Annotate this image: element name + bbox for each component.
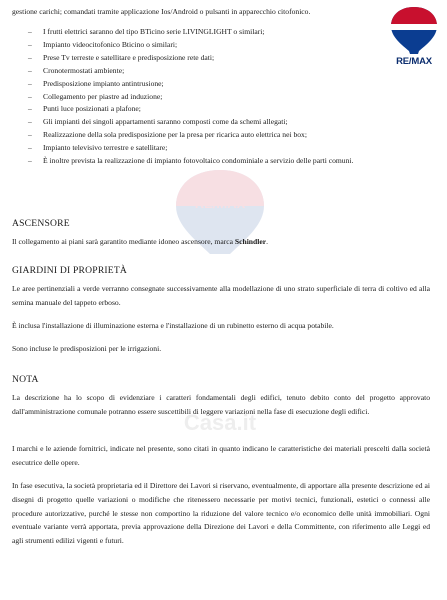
list-item: – Gli impianti dei singoli appartamenti saranno composti come da schemi allegati; (28, 116, 398, 129)
nota-paragraph: I marchi e le aziende fornitrici, indicate nel presente, sono citati in quanto indicano le caratteristiche dei materiali prescelti dalla società esecutrice delle opere. (12, 444, 430, 467)
features-list (28, 26, 398, 168)
list-item: – Prese Tv terreste e satellitare e predisposizione rete dati; (28, 52, 398, 65)
list-item: – Impianto videocitofonico Bticino o similari; (28, 39, 398, 52)
nota-paragraph: La descrizione ha lo scopo di evidenziare i caratteri fondamentali degli edifici, tenuto debito conto del progetto approvato dall'amministrazione comunale potranno essere suscettibili di leggere variazioni nella fase di esecuzione degli edifici. (12, 393, 430, 416)
list-item: – Collegamento per piastre ad induzione; (28, 91, 398, 104)
section-title-nota: NOTA (12, 374, 39, 385)
casa-watermark: Casa.it (183, 410, 257, 435)
list-item: – Impianto televisivo terrestre e satellitare; (28, 142, 398, 155)
list-item: – I frutti elettrici saranno del tipo BTicino serie LIVINGLIGHT o similari; (28, 26, 398, 39)
logo-brand-text: RE/MAX (396, 56, 432, 67)
ascensore-brand: Schindler (234, 237, 267, 246)
list-item: – Realizzazione della sola predisposizione per la presa per ricarica auto elettrica nei box; (28, 129, 398, 142)
giardini-paragraph: Sono incluse le predisposizioni per le irrigazioni. (12, 344, 162, 353)
ascensore-text: Il collegamento ai piani sarà garantito mediante idoneo ascensore, marca (12, 237, 235, 246)
ascensore-paragraph (12, 235, 430, 249)
ascensore-text-end: . (266, 237, 269, 246)
list-item: – Punti luce posizionati a plafone; (28, 103, 398, 116)
giardini-paragraph: Le aree pertinenziali a verde verranno consegnate successivamente alla modellazione di uno strato superficiale di terra di coltivo ed alla semina manuale del tappeto erboso. (12, 284, 430, 307)
remax-watermark-text: RE/MAX (194, 196, 246, 211)
list-item: – Cronotermostati ambiente; (28, 65, 398, 78)
intro-line: gestione carichi; comandati tramite applicazione Ios/Android o pulsanti in apparecchio citofonico. (12, 7, 311, 16)
list-item: – Predisposizione impianto antintrusione; (28, 78, 398, 91)
giardini-paragraph: È inclusa l'installazione di illuminazione esterna e l'installazione di un rubinetto esterno di acqua potabile. (12, 321, 334, 330)
list-item: – È inoltre prevista la realizzazione di impianto fotovoltaico condominiale a servizio delle parti comuni. (28, 155, 398, 168)
section-title-ascensore: ASCENSORE (12, 218, 70, 229)
nota-paragraph: In fase esecutiva, la società proprietaria ed il Direttore dei Lavori si riservano, eventualmente, di apportare alla presente descrizione ed ai disegni di progetto quelle variazioni o modifiche che ritenessero necessarie per motivi tecnici, funzionali, estetici o connessi alle procedure autorizzative, purché le stesse non comportino la riduzione del valore tecnico e/o economico delle unità immobiliari. Ogni eventuale variante verrà apportata, previa approvazione della Direzione dei Lavori e della Committente, con riferimento alle Leggi ed agli strumenti edilizi vigenti e futuri. (12, 481, 430, 546)
section-title-giardini: GIARDINI DI PROPRIETÀ (12, 265, 128, 276)
